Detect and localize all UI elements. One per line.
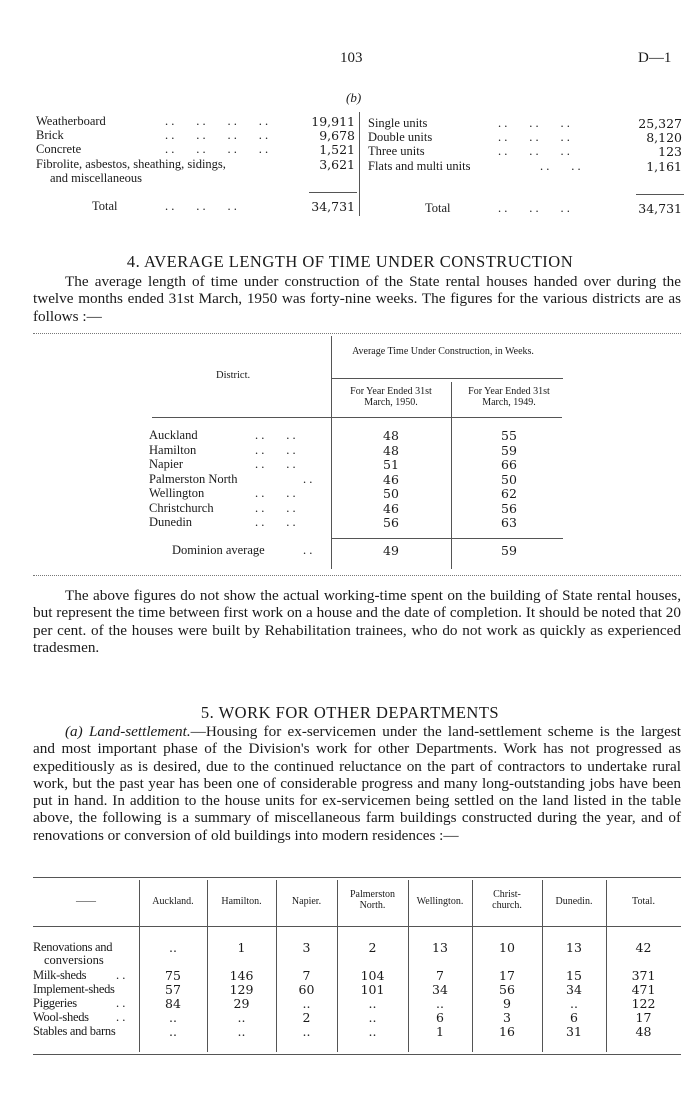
leader-dots: . . . . . . [498, 116, 570, 130]
weeks-1950: 51 [383, 457, 399, 472]
material-label: Weatherboard [36, 114, 106, 128]
leader-dots: . . [303, 471, 313, 486]
section-5-heading: 5. WORK FOR OTHER DEPARTMENTS [200, 703, 500, 722]
table5-cell: 9 [503, 996, 511, 1011]
weeks-1949: 56 [501, 500, 517, 516]
col-1949-header: For Year Ended 31st March, 1949. [468, 386, 550, 408]
table5-col-header: Hamilton. [221, 896, 262, 907]
dominion-average-label: Dominion average [172, 543, 265, 557]
leader-dots: . . . . . . [498, 130, 570, 144]
section-4-paragraph: The average length of time under construction of the State rental houses handed over during the twelve months ended 31st March, 1950 was forty-nine weeks. The figures for the various districts are as follows :— [33, 273, 681, 325]
unit-type-label: Flats and multi units [368, 159, 471, 173]
table5-cell: 17 [499, 968, 515, 983]
table5-cell: 122 [631, 996, 656, 1011]
leader-dots: . . . . [255, 515, 296, 529]
material-count: 1,521 [319, 142, 355, 157]
table5-cell: .. [237, 1010, 246, 1025]
unit-type-label: Three units [368, 144, 425, 158]
dominion-average-1950: 49 [383, 543, 399, 558]
leader-dots: . . . . [255, 500, 296, 515]
leader-dots: . . . . [255, 428, 296, 442]
left-sum-rule [309, 192, 357, 193]
leader-dots: . . . . . . . . [165, 142, 269, 156]
table5-cell: 13 [432, 940, 448, 955]
weeks-1949: 59 [501, 442, 517, 458]
table5-cell: 17 [635, 1010, 652, 1025]
table5-cell: 57 [165, 982, 181, 997]
table5-cell: 6 [570, 1010, 578, 1025]
table5-col-header: Palmerston North. [350, 889, 398, 911]
district-name: Napier [149, 457, 184, 471]
table5-cell: 3 [302, 940, 311, 955]
table4-sum-rule [331, 538, 563, 539]
table5-cell: .. [169, 1010, 177, 1025]
table5-cell: 10 [499, 940, 515, 955]
table5-cell: 42 [635, 940, 652, 955]
leader-dots: . . . . [540, 159, 581, 173]
table5-cell: 60 [298, 982, 315, 997]
material-label: Fibrolite, asbestos, sheathing, sidings, [36, 157, 226, 171]
table4-vline-2 [451, 382, 452, 569]
table5-row-label: Implement-sheds [33, 982, 115, 996]
leader-dots: . . . . [255, 457, 296, 471]
table5-cell: 84 [165, 996, 181, 1011]
district-name: Wellington [149, 486, 205, 500]
weeks-1949: 55 [501, 428, 517, 443]
table4-bottom-rule [33, 575, 681, 576]
dominion-average-dots: . . [303, 543, 313, 557]
table5-cell: 101 [360, 982, 385, 997]
table5-cell: 146 [229, 968, 254, 983]
leader-dots: . . . . . . [498, 144, 570, 158]
table5-cell: 1 [237, 940, 246, 955]
table5-cell: 129 [229, 982, 254, 997]
right-total-dots: . . . . . . [498, 201, 570, 215]
left-total-dots: . . . . . . [165, 199, 237, 213]
table5-row-label: Milk-sheds [33, 968, 87, 982]
section-4-heading: 4. AVERAGE LENGTH OF TIME UNDER CONSTRUCTION [126, 252, 574, 271]
table5-cell: 56 [499, 982, 515, 997]
material-label: Brick [36, 128, 64, 142]
table5-cell: 16 [499, 1024, 515, 1039]
unit-count: 1,161 [646, 159, 682, 174]
table5-col-header: Total. [632, 896, 655, 907]
leader-dots: . . . . [255, 442, 296, 457]
table5-cell: .. [368, 996, 377, 1011]
table5-row-label-cont: conversions [44, 953, 104, 967]
table5-row-label: Stables and barns [33, 1024, 116, 1038]
leader-dots: . . . . . . . . [165, 114, 269, 128]
table5-col-header: —— [76, 896, 96, 907]
land-settlement-label: (a) Land-settlement. [65, 723, 191, 740]
table5-col-header: Auckland. [152, 896, 194, 907]
table5-cell: 29 [233, 996, 250, 1011]
leader-dots: . . . . [255, 486, 296, 500]
table5-cell: 7 [436, 968, 444, 983]
table4-subhead-rule [331, 378, 563, 379]
unit-count: 25,327 [638, 116, 682, 131]
doc-reference: D—1 [638, 50, 672, 66]
table5-cell: 31 [566, 1024, 582, 1039]
table5-cell: 471 [631, 982, 656, 997]
material-label-cont: and miscellaneous [50, 171, 142, 185]
table5-cell: 3 [503, 1010, 511, 1025]
table5-cell: .. [237, 1024, 246, 1039]
table5-cell: .. [169, 940, 177, 955]
district-name: Dunedin [149, 515, 193, 529]
weeks-1949: 50 [501, 471, 517, 487]
weeks-1949: 66 [501, 457, 517, 472]
table5-cell: 34 [432, 982, 448, 997]
table5-cell: 1 [436, 1024, 444, 1039]
table5-cell: 34 [566, 982, 582, 997]
table5-cell: .. [570, 996, 578, 1011]
weeks-1950: 50 [383, 486, 399, 501]
left-total-label: Total [92, 199, 118, 213]
leader-dots: . . [116, 996, 126, 1010]
weeks-1950: 46 [383, 500, 399, 516]
table5-cell: 7 [302, 968, 311, 983]
table5-row-label: Renovations and [33, 940, 113, 954]
table5-cell: .. [368, 1010, 377, 1025]
table5-bottom-rule [33, 1054, 681, 1055]
table5-cell: 6 [436, 1010, 444, 1025]
district-name: Hamilton [149, 442, 197, 457]
table4-vline-1 [331, 336, 332, 569]
weeks-1950: 56 [383, 515, 399, 530]
section-5-paragraph: (a) Land-settlement.—Housing for ex-servicemen under the land-settlement scheme is the largest and most important phase of the Division's work for other Departments. Work has not progressed as expeditiously as is desired, due to the continued reluctance on the part of contractors to undertake rural work, but the past year has been one of considerable progress and many long-outstanding jobs have been put in hand. In addition to the house units for ex-servicemen being settled on the land listed in the table above, the following is a summary of miscellaneous farm buildings constructed during the year, and of renovations or conversion of old buildings into modern residences :— [33, 723, 681, 844]
weeks-1950: 48 [383, 442, 399, 458]
page-number: 103 [340, 50, 363, 66]
table4-top-rule [33, 333, 681, 334]
weeks-1949: 63 [501, 515, 517, 530]
table5-top-rule [33, 877, 681, 878]
table5-cell: .. [368, 1024, 377, 1039]
table5-col-header: Dunedin. [555, 896, 593, 907]
table5-cell: 48 [635, 1024, 652, 1039]
material-count: 3,621 [319, 157, 355, 172]
material-label: Concrete [36, 142, 82, 156]
material-count: 9,678 [319, 128, 355, 143]
weeks-1950: 46 [383, 471, 399, 487]
table5-head-rule [33, 926, 681, 927]
dominion-average-1949: 59 [501, 543, 517, 558]
unit-count: 8,120 [646, 130, 682, 145]
leader-dots: . . [116, 968, 126, 982]
material-count: 19,911 [311, 114, 355, 129]
table5-cell: .. [302, 1024, 311, 1039]
left-total-value: 34,731 [311, 199, 355, 214]
table5-cell: 75 [165, 968, 181, 983]
table5-cell: .. [302, 996, 311, 1011]
avg-time-header: Average Time Under Construction, in Weeks. [352, 346, 534, 357]
table5-row-label: Piggeries [33, 996, 77, 1010]
table5-col-header: Napier. [291, 896, 322, 907]
table5-cell: 2 [368, 940, 377, 955]
right-total-value: 34,731 [638, 201, 682, 216]
district-header: District. [216, 370, 251, 381]
right-sum-rule [636, 194, 684, 195]
table5-col-header: Christ- church. [492, 889, 522, 911]
right-total-label: Total [425, 201, 451, 215]
weeks-1950: 48 [383, 428, 399, 443]
district-name: Christchurch [149, 500, 214, 515]
table5-cell: 13 [566, 940, 582, 955]
weeks-1949: 62 [501, 486, 517, 501]
table5-cell: 2 [302, 1010, 311, 1025]
unit-count: 123 [658, 144, 682, 159]
col-1950-header: For Year Ended 31st March, 1950. [350, 386, 432, 408]
table5-cell: 104 [360, 968, 385, 983]
table5-col-header: Wellington. [416, 896, 464, 907]
district-name: Auckland [149, 428, 198, 442]
unit-type-label: Double units [368, 130, 433, 144]
district-name: Palmerston North [149, 471, 238, 486]
unit-type-label: Single units [368, 116, 428, 130]
table-b-label: (b) [346, 90, 362, 105]
table-b-divider [359, 112, 360, 216]
section-4-note: The above figures do not show the actual working-time spent on the building of State rental houses, but represent the time between first work on a house and the date of completion. It should be noted that 20 per cent. of the houses were built by Rehabilitation trainees, who do not work as quickly as experienced tradesmen. [33, 587, 681, 656]
table5-cell: .. [169, 1024, 177, 1039]
table5-cell: .. [436, 996, 444, 1011]
table5-row-label: Wool-sheds [33, 1010, 89, 1024]
table5-cell: 15 [566, 968, 582, 983]
table5-cell: 371 [631, 968, 656, 983]
leader-dots: . . [116, 1010, 126, 1024]
leader-dots: . . . . . . . . [165, 128, 269, 142]
table4-head-rule [152, 417, 562, 418]
